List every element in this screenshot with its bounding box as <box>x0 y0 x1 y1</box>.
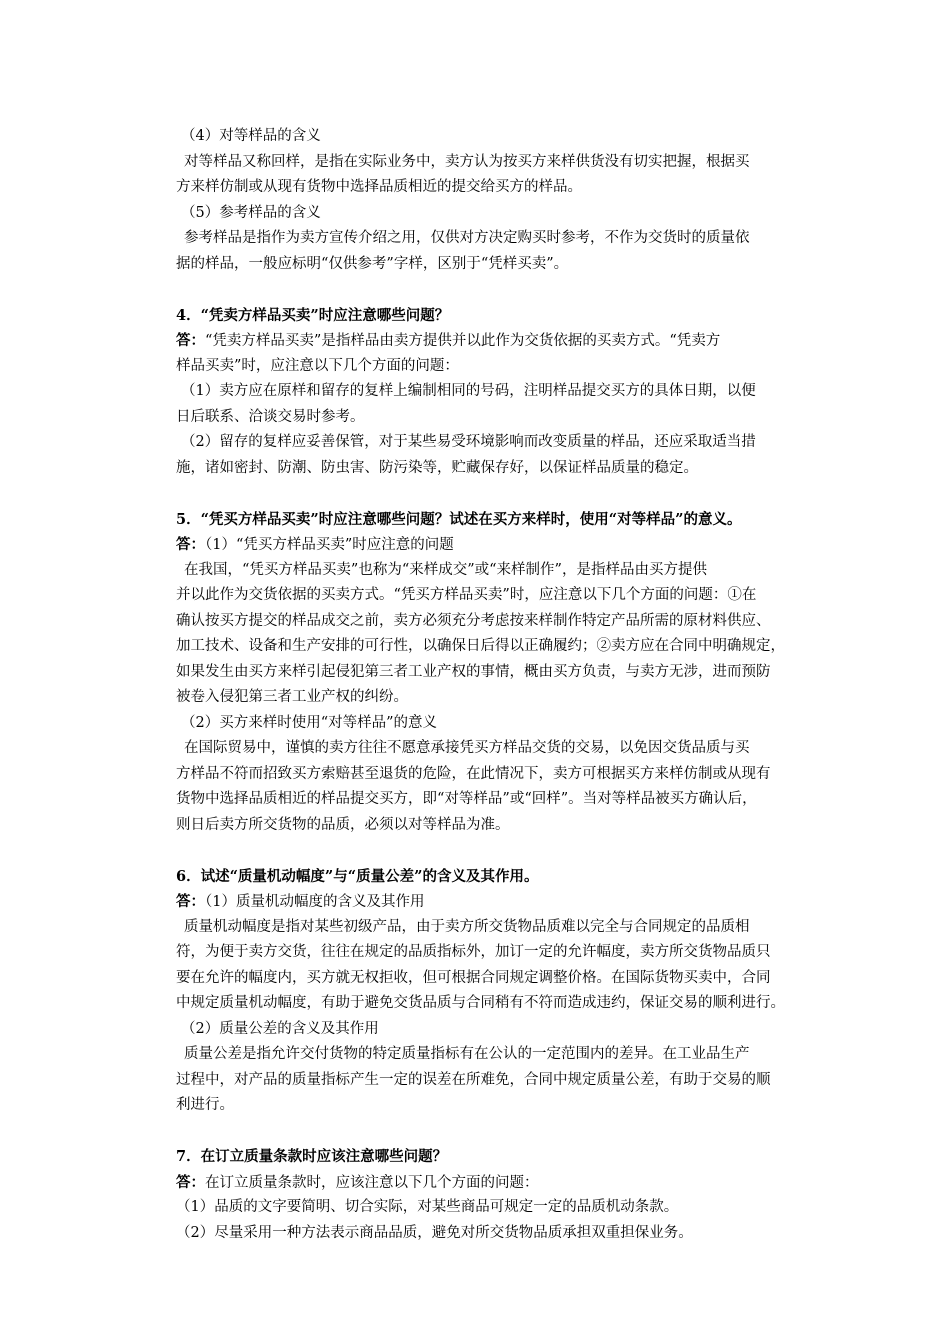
line-text: 被卷入侵犯第三者工业产权的纠纷。 <box>176 689 408 705</box>
paragraph-line <box>176 609 820 635</box>
paragraph-line <box>176 201 820 227</box>
line-text: （1）品质的文字要简明、切合实际，对某些商品可规定一定的品质机动条款。 <box>176 1199 679 1215</box>
line-text: 6．试述“质量机动幅度”与“质量公差”的含义及其作用。 <box>176 867 539 885</box>
paragraph-line <box>176 813 820 839</box>
paragraph-line <box>176 736 820 762</box>
paragraph-line <box>176 1093 820 1119</box>
paragraph-line <box>176 583 820 609</box>
paragraph-line <box>176 660 820 686</box>
paragraph-line <box>176 456 820 482</box>
paragraph-line <box>176 558 820 584</box>
question-heading <box>176 303 820 329</box>
line-text: 加工技术、设备和生产安排的可行性，以确保日后得以正确履约；②卖方应在合同中明确规定， <box>176 638 785 654</box>
line-text: （5）参考样品的含义 <box>181 204 321 221</box>
paragraph-line <box>176 354 820 380</box>
paragraph-line <box>176 1195 820 1221</box>
answer-label: 答： <box>176 893 205 910</box>
line-text: 在我国，“凭买方样品买卖”也称为“来样成交”或“来样制作”，是指样品由买方提供 <box>184 561 707 578</box>
line-text: 在国际贸易中，谨慎的卖方往往不愿意承接凭买方样品交货的交易，以免因交货品质与买 <box>184 740 750 756</box>
line-text: 中规定质量机动幅度，有助于避免交货品质与合同稍有不符而造成违约，保证交易的顺利进行。 <box>176 995 785 1011</box>
question-heading <box>176 1144 820 1170</box>
line-text: （1）“凭买方样品买卖”时应注意的问题 <box>205 537 454 553</box>
document-body <box>176 124 820 1246</box>
paragraph-line <box>176 940 820 966</box>
line-text: 参考样品是指作为卖方宣传介绍之用，仅供对方决定购买时参考，不作为交货时的质量依 <box>184 230 750 246</box>
line-text: （2）尽量采用一种方法表示商品品质，避免对所交货物品质承担双重担保业务。 <box>176 1224 693 1241</box>
line-text: （2）留存的复样应妥善保管，对于某些易受环境影响而改变质量的样品，还应采取适当措 <box>181 434 756 450</box>
blank-line <box>176 838 820 864</box>
paragraph-line <box>176 787 820 813</box>
paragraph-line <box>176 124 820 150</box>
line-text: 4．“凭卖方样品买卖”时应注意哪些问题？ <box>176 306 450 324</box>
answer-label: 答： <box>176 536 205 553</box>
answer-line <box>176 1170 820 1196</box>
paragraph-line <box>176 685 820 711</box>
paragraph-line <box>176 1017 820 1043</box>
paragraph-line <box>176 252 820 278</box>
line-text: 则日后卖方所交货物的品质，必须以对等样品为准。 <box>176 816 510 833</box>
paragraph-line <box>176 430 820 456</box>
line-text: 质量公差是指允许交付货物的特定质量指标有在公认的一定范围内的差异。在工业品生产 <box>184 1046 750 1062</box>
blank-line <box>176 277 820 303</box>
line-text: 7．在订立质量条款时应该注意哪些问题？ <box>176 1148 448 1165</box>
paragraph-line <box>176 150 820 176</box>
line-text: （2）质量公差的含义及其作用 <box>181 1020 379 1037</box>
line-text: 据的样品，一般应标明“仅供参考”字样，区别于“凭样买卖”。 <box>176 255 569 272</box>
paragraph-line <box>176 634 820 660</box>
line-text: 5．“凭买方样品买卖”时应注意哪些问题？试述在买方来样时，使用“对等样品”的意义。 <box>176 510 742 528</box>
line-text: 施，诸如密封、防潮、防虫害、防污染等，贮藏保存好，以保证样品质量的稳定。 <box>176 459 698 476</box>
question-heading <box>176 507 820 533</box>
paragraph-line <box>176 379 820 405</box>
line-text: 利进行。 <box>176 1097 234 1113</box>
line-text: 对等样品又称回样，是指在实际业务中，卖方认为按买方来样供货没有切实把握，根据买 <box>184 153 750 170</box>
line-text: （2）买方来样时使用“对等样品”的意义 <box>181 714 438 731</box>
paragraph-line <box>176 1068 820 1094</box>
line-text: “凭卖方样品买卖”是指样品由卖方提供并以此作为交货依据的买卖方式。“凭卖方 <box>205 333 721 349</box>
line-text: 样品买卖”时，应注意以下几个方面的问题： <box>176 357 459 374</box>
line-text: 日后联系、洽谈交易时参考。 <box>176 408 365 425</box>
answer-label: 答： <box>176 332 205 349</box>
paragraph-line <box>176 762 820 788</box>
paragraph-line <box>176 226 820 252</box>
line-text: 在订立质量条款时，应该注意以下几个方面的问题： <box>205 1174 539 1191</box>
line-text: （1）质量机动幅度的含义及其作用 <box>205 894 425 910</box>
line-text: 方样品不符而招致买方索赔甚至退货的危险，在此情况下，卖方可根据买方来样仿制或从现有 <box>176 765 771 782</box>
line-text: 符，为便于卖方交货，往往在规定的品质指标外，加订一定的允许幅度，卖方所交货物品质只 <box>176 944 771 960</box>
paragraph-line <box>176 915 820 941</box>
line-text: 货物中选择品质相近的样品提交买方，即“对等样品”或“回样”。当对等样品被买方确认后， <box>176 791 757 807</box>
paragraph-line <box>176 1042 820 1068</box>
line-text: （4）对等样品的含义 <box>181 128 321 144</box>
paragraph-line <box>176 175 820 201</box>
blank-line <box>176 1119 820 1145</box>
question-heading <box>176 864 820 890</box>
line-text: 质量机动幅度是指对某些初级产品，由于卖方所交货物品质难以完全与合同规定的品质相 <box>184 918 750 935</box>
paragraph-line <box>176 966 820 992</box>
paragraph-line <box>176 405 820 431</box>
line-text: （1）卖方应在原样和留存的复样上编制相同的号码，注明样品提交买方的具体日期，以便 <box>181 383 756 399</box>
line-text: 过程中，对产品的质量指标产生一定的误差在所难免，合同中规定质量公差，有助于交易的顺 <box>176 1071 771 1088</box>
answer-line <box>176 328 820 354</box>
paragraph-line <box>176 991 820 1017</box>
answer-label: 答： <box>176 1173 205 1191</box>
paragraph-line <box>176 711 820 737</box>
line-text: 要在允许的幅度内，买方就无权拒收，但可根据合同规定调整价格。在国际货物买卖中，合同 <box>176 969 771 986</box>
paragraph-line <box>176 1221 820 1247</box>
line-text: 方来样仿制或从现有货物中选择品质相近的提交给买方的样品。 <box>176 179 582 195</box>
line-text: 确认按买方提交的样品成交之前，卖方必须充分考虑按来样制作特定产品所需的原材料供应、 <box>176 612 771 629</box>
line-text: 并以此作为交货依据的买卖方式。“凭买方样品买卖”时，应注意以下几个方面的问题：①在 <box>176 587 757 603</box>
line-text: 如果发生由买方来样引起侵犯第三者工业产权的事情，概由买方负责，与卖方无涉，进而预防 <box>176 663 771 680</box>
blank-line <box>176 481 820 507</box>
answer-line <box>176 532 820 558</box>
answer-line <box>176 889 820 915</box>
